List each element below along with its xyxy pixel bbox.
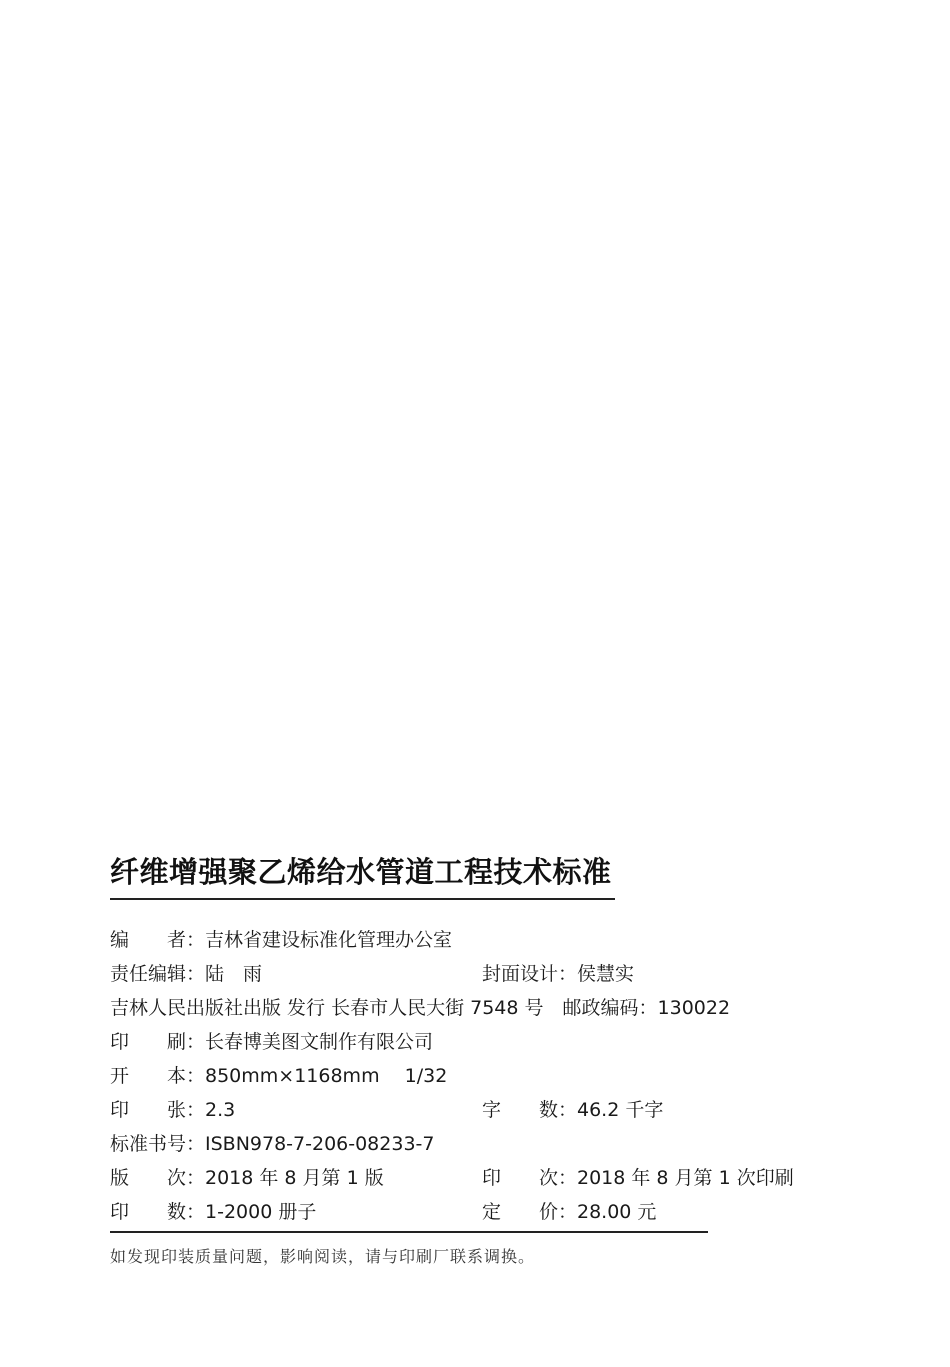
info-row-print-run: [110, 1195, 810, 1229]
word-count-field: 字 数：46.2 千字: [482, 1099, 664, 1121]
info-row-format: [110, 1059, 810, 1093]
colophon: [110, 852, 810, 1271]
quality-note: 如发现印装质量问题，影响阅读，请与印刷厂联系调换。: [110, 1247, 536, 1266]
info-row-editor: [110, 923, 810, 957]
info-row-responsible-editor: [110, 957, 810, 991]
price-field: 定 价：28.00 元: [482, 1201, 657, 1223]
info-row-publisher: [110, 991, 810, 1025]
format-field: 开 本：850mm×1168mm 1/32: [110, 1065, 448, 1087]
info-row-sheets: [110, 1093, 810, 1127]
publisher-field: 吉林人民出版社出版 发行 长春市人民大街 7548 号 邮政编码：130022: [110, 997, 731, 1019]
info-row-isbn: [110, 1127, 810, 1161]
book-title: 纤维增强聚乙烯给水管道工程技术标准: [110, 855, 612, 889]
editor-field: 编 者：吉林省建设标准化管理办公室: [110, 929, 453, 951]
responsible-editor-field: 责任编辑：陆 雨: [110, 963, 263, 985]
print-run-field: 印 数：1-2000 册子: [110, 1201, 317, 1223]
edition-field: 版 次：2018 年 8 月第 1 版: [110, 1167, 384, 1189]
printed-sheets-field: 印 张：2.3: [110, 1099, 236, 1121]
cover-design-field: 封面设计：侯慧实: [482, 963, 635, 985]
isbn-field: 标准书号：ISBN978-7-206-08233-7: [110, 1133, 435, 1155]
info-row-edition: [110, 1161, 810, 1195]
printer-field: 印 刷：长春博美图文制作有限公司: [110, 1031, 434, 1053]
title-underline: [110, 898, 615, 900]
impression-field: 印 次：2018 年 8 月第 1 次印刷: [482, 1167, 794, 1189]
publication-info: [110, 923, 810, 1229]
info-row-printer: [110, 1025, 810, 1059]
info-bottom-rule: [110, 1231, 708, 1233]
